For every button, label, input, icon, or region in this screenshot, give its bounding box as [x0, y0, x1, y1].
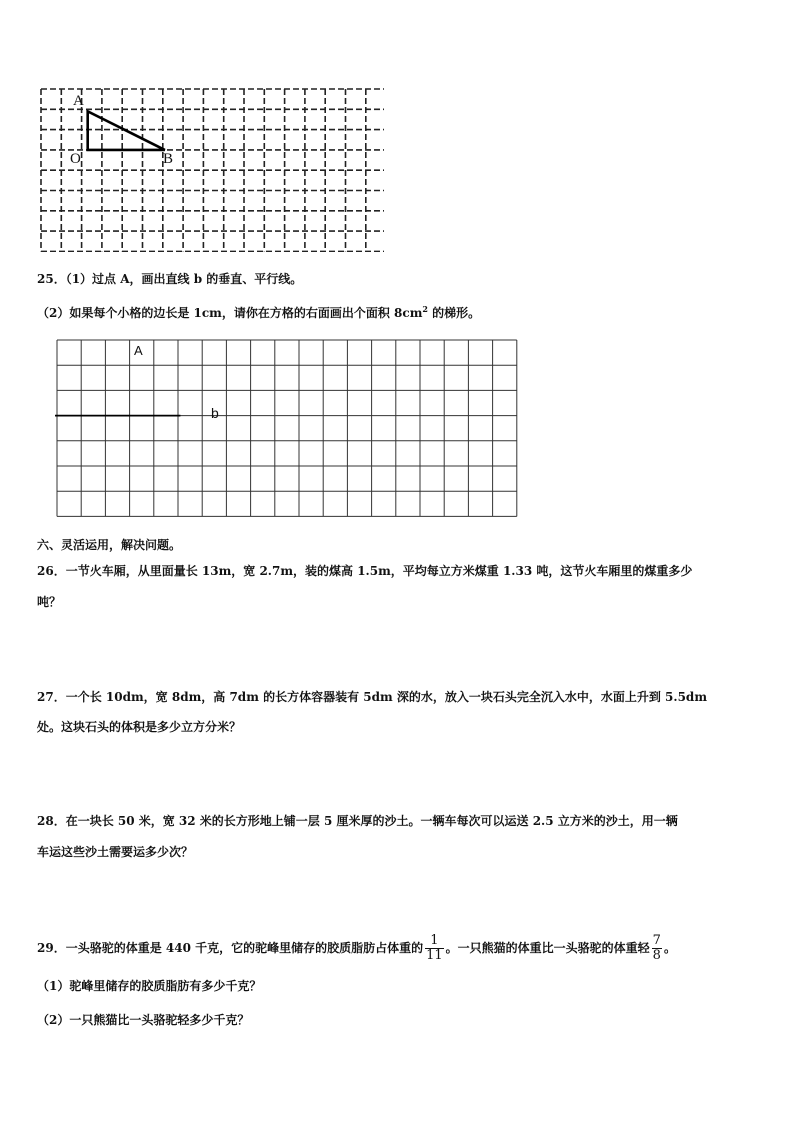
q27-line1: 27．一个长 10dm，宽 8dm，高 7dm 的长方体容器装有 5dm 深的水，放入一块石头完全沉入水中，水面上升到 5.5dm [37, 690, 708, 704]
fraction-one-eleventh [425, 934, 444, 963]
fraction-denominator: 11 [426, 948, 443, 963]
dashed-grid-figure [38, 86, 384, 252]
q26-line2: 吨？ [37, 595, 62, 609]
q28-line2: 车运这些沙土需要运多少次？ [37, 845, 194, 859]
squared-superscript: 2 [422, 304, 428, 314]
fraction-numerator: 1 [430, 933, 439, 948]
solid-grid-svg [55, 336, 527, 520]
point-b-label-fig1: B [163, 151, 174, 167]
q25-line2 [37, 301, 480, 321]
q25-line2-text-end: 的梯形。 [428, 306, 481, 320]
fraction-denominator: 8 [652, 948, 661, 963]
point-a-label-fig2: A [134, 343, 143, 358]
right-triangle-aob [88, 111, 165, 150]
q29-sub2: （2）一只熊猫比一头骆驼轻多少千克？ [37, 1013, 250, 1027]
fraction-seven-eighths [652, 934, 662, 963]
point-a-label-fig1: A [73, 93, 84, 109]
q29-text-b: 。一只熊猫的体重比一头骆驼的体重轻 [445, 941, 650, 955]
q29-line1 [37, 931, 676, 965]
q27-line2: 处。这块石头的体积是多少立方分米？ [37, 720, 242, 734]
point-o-label: O [70, 151, 81, 167]
q25-line1: 25．（1）过点 A，画出直线 b 的垂直、平行线。 [37, 272, 303, 286]
q29-sub1: （1）驼峰里储存的胶质脂肪有多少千克？ [37, 979, 262, 993]
q28-line1: 28．在一块长 50 米，宽 32 米的长方形地上铺一层 5 厘米厚的沙土。一辆车每次可以运送 2.5 立方米的沙土，用一辆 [37, 814, 678, 828]
q26-line1: 26．一节火车厢，从里面量长 13m，宽 2.7m，装的煤高 1.5m，平均每立方米煤重 1.33 吨，这节火车厢里的煤重多少 [37, 564, 693, 578]
section-heading: 六、灵活运用，解决问题。 [37, 538, 182, 552]
solid-grid-figure [55, 336, 527, 520]
q29-text-a: 29．一头骆驼的体重是 440 千克，它的驼峰里储存的胶质脂肪占体重的 [37, 941, 424, 955]
dashed-grid-svg [38, 86, 384, 252]
q29-text-c: 。 [663, 941, 676, 955]
q25-line2-text: （2）如果每个小格的边长是 1cm，请你在方格的右面画出个面积 8cm [37, 306, 423, 320]
fraction-numerator: 7 [652, 933, 661, 948]
line-b-label: b [211, 405, 219, 421]
